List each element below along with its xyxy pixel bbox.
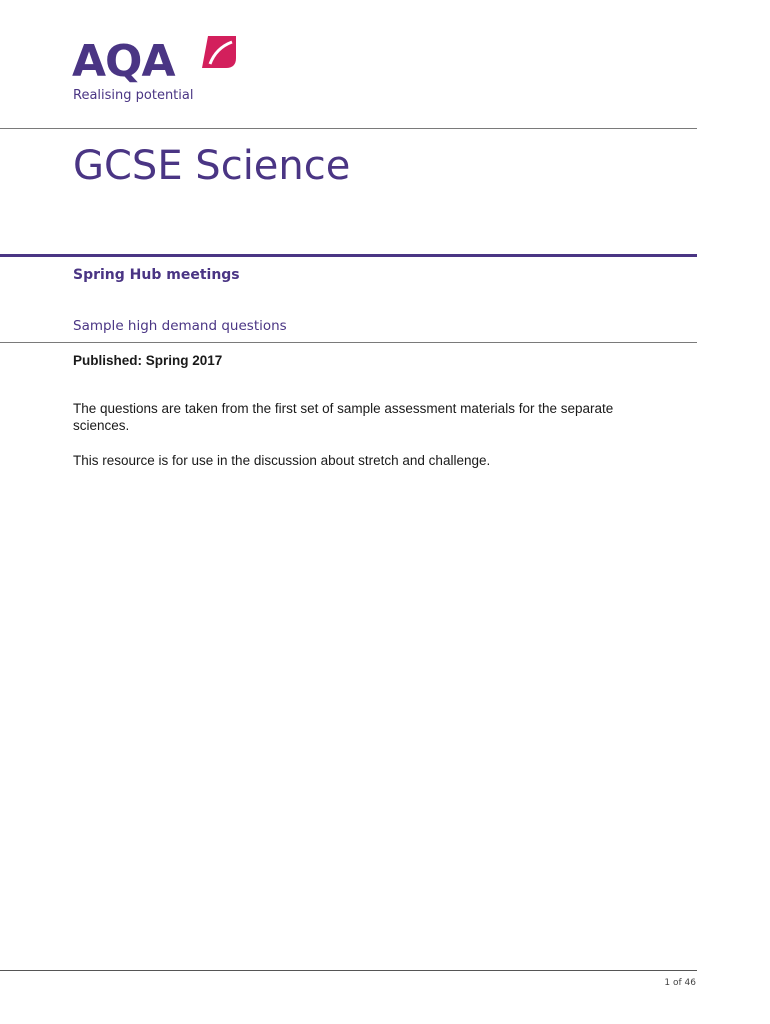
logo-wordmark: AQA [72,36,175,87]
published-date: Published: Spring 2017 [73,353,223,368]
document-title: GCSE Science [73,143,351,189]
body-paragraph: The questions are taken from the first set of sample assessment materials for the separate sciences. [73,401,614,433]
description-divider [0,342,697,343]
footer-divider [0,970,697,971]
title-divider [0,254,697,257]
leaf-icon [202,34,238,70]
body-paragraph: This resource is for use in the discussion about stretch and challenge. [73,453,491,468]
header-divider [0,128,697,129]
logo-tagline: Realising potential [73,88,194,103]
document-subtitle: Spring Hub meetings [73,267,240,283]
page-number: 1 of 46 [664,978,696,988]
aqa-logo [72,34,242,106]
document-description: Sample high demand questions [73,318,287,334]
